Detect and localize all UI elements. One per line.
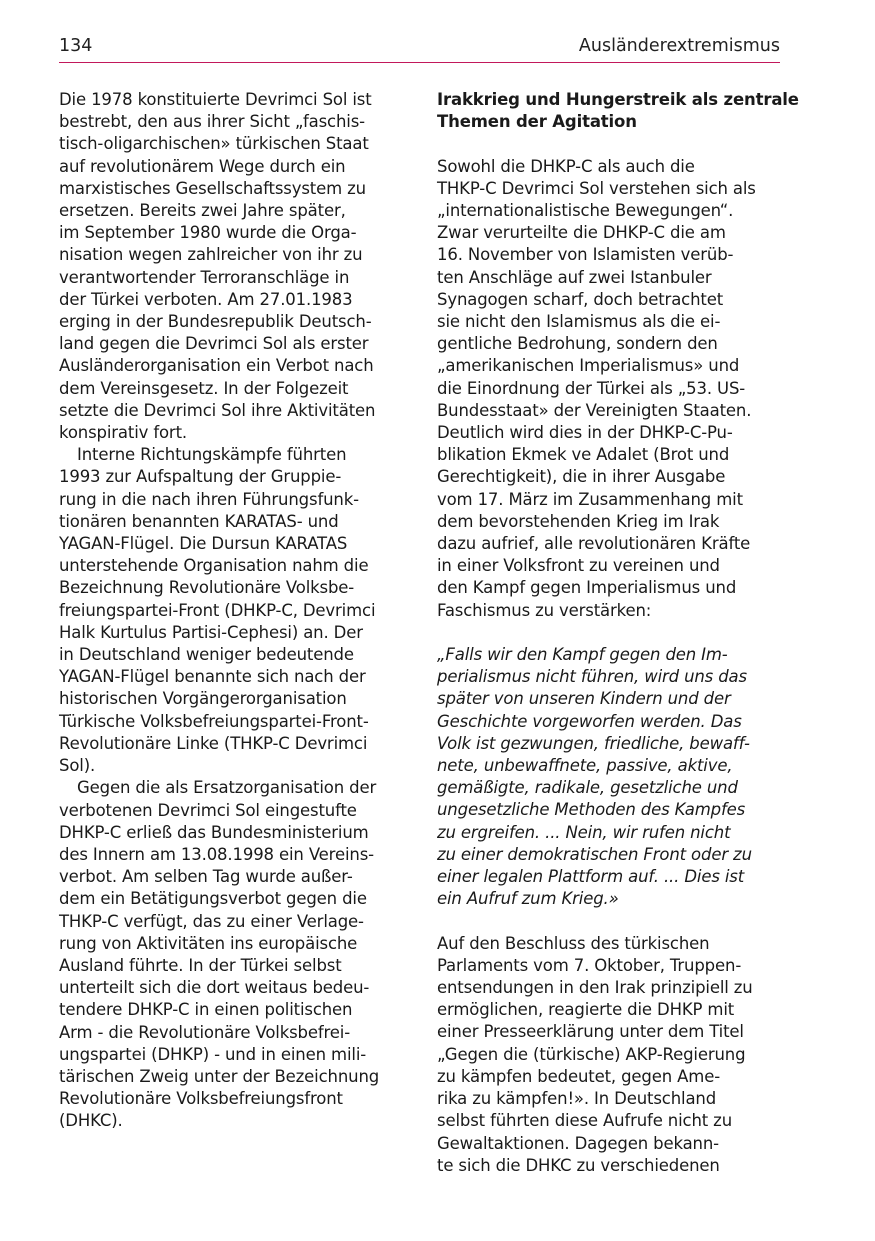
- text-line: in Deutschland weniger bedeutende: [59, 645, 354, 665]
- text-line: tärischen Zweig unter der Bezeichnung: [59, 1066, 380, 1086]
- quote-line: Volk ist gezwungen, friedliche, bewaff-: [437, 733, 750, 753]
- text-line: der Türkei verboten. Am 27.01.1983: [59, 289, 353, 309]
- quote-line: perialismus nicht führen, wird uns das: [437, 667, 747, 687]
- quote-line: ein Aufruf zum Krieg.»: [437, 889, 619, 909]
- text-line: dazu aufrief, alle revolutionären Kräfte: [437, 534, 751, 554]
- text-line: Bundesstaat» der Vereinigten Staaten.: [437, 400, 752, 420]
- text-line: tionären benannten KARATAS- und: [59, 511, 339, 531]
- text-line: Ausländerorganisation ein Verbot nach: [59, 356, 374, 376]
- text-line: unterteilt sich die dort weitaus bedeu-: [59, 978, 370, 998]
- text-line: Halk Kurtulus Partisi-Cephesi) an. Der: [59, 622, 363, 642]
- text-line: die Einordnung der Türkei als „53. US-: [437, 378, 746, 398]
- text-line: Türkische Volksbefreiungspartei-Front-: [59, 711, 369, 731]
- text-line: (DHKC).: [59, 1111, 123, 1131]
- text-line: zu kämpfen bedeutet, gegen Ame-: [437, 1066, 721, 1086]
- text-line: Deutlich wird dies in der DHKP-C-Pu-: [437, 423, 733, 443]
- text-line: bestrebt, den aus ihrer Sicht „faschis-: [59, 112, 365, 132]
- text-line: Die 1978 konstituierte Devrimci Sol ist: [59, 90, 372, 109]
- text-line: selbst führten diese Aufrufe nicht zu: [437, 1111, 733, 1131]
- text-line: einer Presseerklärung unter dem Titel: [437, 1022, 744, 1042]
- text-line: 16. November von Islamisten verüb-: [437, 245, 734, 265]
- paragraph-2: [437, 933, 780, 1177]
- quote-line: ungesetzliche Methoden des Kampfes: [437, 800, 746, 820]
- text-line: Gewaltaktionen. Dagegen bekann-: [437, 1133, 719, 1153]
- text-line: Parlaments vom 7. Oktober, Truppen-: [437, 955, 742, 975]
- quote-line: nete, unbewaffnete, passive, aktive,: [437, 756, 733, 776]
- text-line: Sowohl die DHKP-C als auch die: [437, 156, 695, 176]
- text-line: erging in der Bundesrepublik Deutsch-: [59, 312, 372, 332]
- text-line: konspirativ fort.: [59, 423, 187, 443]
- text-line: verbot. Am selben Tag wurde außer-: [59, 867, 353, 887]
- page-number: 134: [59, 36, 93, 56]
- text-line: sie nicht den Islamismus als die ei-: [437, 312, 721, 332]
- quote-line: später von unseren Kindern und der: [437, 689, 731, 709]
- paragraph-1: [437, 156, 780, 622]
- quote-line: „Falls wir den Kampf gegen den Im-: [437, 645, 728, 665]
- text-line: dem Vereinsgesetz. In der Folgezeit: [59, 378, 349, 398]
- text-line: THKP-C verfügt, das zu einer Verlage-: [59, 911, 364, 931]
- text-line: tisch-oligarchischen» türkischen Staat: [59, 134, 369, 154]
- text-line: Bezeichnung Revolutionäre Volksbe-: [59, 578, 355, 598]
- text-line: dem bevorstehenden Krieg im Irak: [437, 511, 720, 531]
- left-column: [59, 89, 401, 1133]
- text-line: 1993 zur Aufspaltung der Gruppie-: [59, 467, 342, 487]
- text-line: tendere DHKP-C in einen politischen: [59, 1000, 353, 1020]
- text-line: ersetzen. Bereits zwei Jahre später,: [59, 201, 346, 221]
- text-line: Arm - die Revolutionäre Volksbefrei-: [59, 1022, 351, 1042]
- text-line: DHKP-C erließ das Bundesministerium: [59, 822, 369, 842]
- quote-line: gemäßigte, radikale, gesetzliche und: [437, 778, 738, 798]
- text-line: rika zu kämpfen!». In Deutschland: [437, 1089, 717, 1109]
- quote-line: Geschichte vorgeworfen werden. Das: [437, 711, 742, 731]
- text-line: rung von Aktivitäten ins europäische: [59, 933, 358, 953]
- text-line: nisation wegen zahlreicher von ihr zu: [59, 245, 363, 265]
- text-line: „Gegen die (türkische) AKP-Regierung: [437, 1044, 746, 1064]
- text-line: blikation Ekmek ve Adalet (Brot und: [437, 445, 730, 465]
- running-title: Ausländerextremismus: [578, 36, 780, 56]
- text-line: te sich die DHKC zu verschiedenen: [437, 1155, 720, 1175]
- text-line: Revolutionäre Linke (THKP-C Devrimci: [59, 733, 368, 753]
- text-line: historischen Vorgängerorganisation: [59, 689, 347, 709]
- text-line: Gegen die als Ersatzorganisation der: [77, 778, 377, 798]
- text-line: entsendungen in den Irak prinzipiell zu: [437, 978, 753, 998]
- spacer: [437, 133, 780, 155]
- text-line: verantwortender Terroranschläge in: [59, 267, 350, 287]
- quote-line: einer legalen Plattform auf. ... Dies ist: [437, 867, 745, 887]
- text-line: im September 1980 wurde die Orga-: [59, 223, 357, 243]
- text-line: Sol).: [59, 756, 96, 776]
- quote-line: zu einer demokratischen Front oder zu: [437, 844, 752, 864]
- text-line: „amerikanischen Imperialismus» und: [437, 356, 740, 376]
- quote-line: zu ergreifen. ... Nein, wir rufen nicht: [437, 822, 731, 842]
- section-heading: [437, 89, 799, 133]
- page-header: [59, 36, 780, 63]
- text-line: Faschismus zu verstärken:: [437, 600, 652, 620]
- text-line: marxistisches Gesellschaftssystem zu: [59, 178, 366, 198]
- text-line: ermöglichen, reagierte die DHKP mit: [437, 1000, 735, 1020]
- text-line: gentliche Bedrohung, sondern den: [437, 334, 718, 354]
- text-line: Gerechtigkeit), die in ihrer Ausgabe: [437, 467, 726, 487]
- heading-line: Themen der Agitation: [437, 112, 637, 132]
- text-line: ungspartei (DHKP) - und in einen mili-: [59, 1044, 367, 1064]
- text-line: „internationalistische Bewegungen“.: [437, 201, 734, 220]
- text-line: den Kampf gegen Imperialismus und: [437, 578, 737, 598]
- text-line: ten Anschläge auf zwei Istanbuler: [437, 267, 712, 287]
- text-line: unterstehende Organisation nahm die: [59, 556, 369, 576]
- text-line: Revolutionäre Volksbefreiungsfront: [59, 1089, 343, 1109]
- spacer: [437, 622, 780, 644]
- text-line: auf revolutionärem Wege durch ein: [59, 156, 346, 176]
- text-line: verbotenen Devrimci Sol eingestufte: [59, 800, 357, 820]
- right-column: [437, 89, 799, 1177]
- text-line: Zwar verurteilte die DHKP-C die am: [437, 223, 726, 243]
- text-line: dem ein Betätigungsverbot gegen die: [59, 889, 367, 909]
- text-line: YAGAN-Flügel benannte sich nach der: [59, 667, 366, 687]
- text-line: setzte die Devrimci Sol ihre Aktivitäten: [59, 400, 376, 420]
- text-line: rung in die nach ihren Führungsfunk-: [59, 489, 359, 509]
- text-line: des Innern am 13.08.1998 ein Vereins-: [59, 844, 374, 864]
- text-line: Interne Richtungskämpfe führten: [77, 445, 347, 465]
- text-line: THKP-C Devrimci Sol verstehen sich als: [437, 178, 756, 198]
- spacer: [437, 910, 780, 932]
- text-line: Ausland führte. In der Türkei selbst: [59, 955, 342, 975]
- text-line: land gegen die Devrimci Sol als erster: [59, 334, 369, 354]
- heading-line: Irakkrieg und Hungerstreik als zentrale: [437, 90, 799, 109]
- text-line: YAGAN-Flügel. Die Dursun KARATAS: [59, 534, 348, 554]
- text-line: Auf den Beschluss des türkischen: [437, 933, 710, 953]
- text-line: in einer Volksfront zu vereinen und: [437, 556, 720, 576]
- text-line: freiungspartei-Front (DHKP-C, Devrimci: [59, 600, 376, 620]
- text-line: vom 17. März im Zusammenhang mit: [437, 489, 743, 509]
- text-line: Synagogen scharf, doch betrachtet: [437, 289, 724, 309]
- block-quote: [437, 644, 780, 910]
